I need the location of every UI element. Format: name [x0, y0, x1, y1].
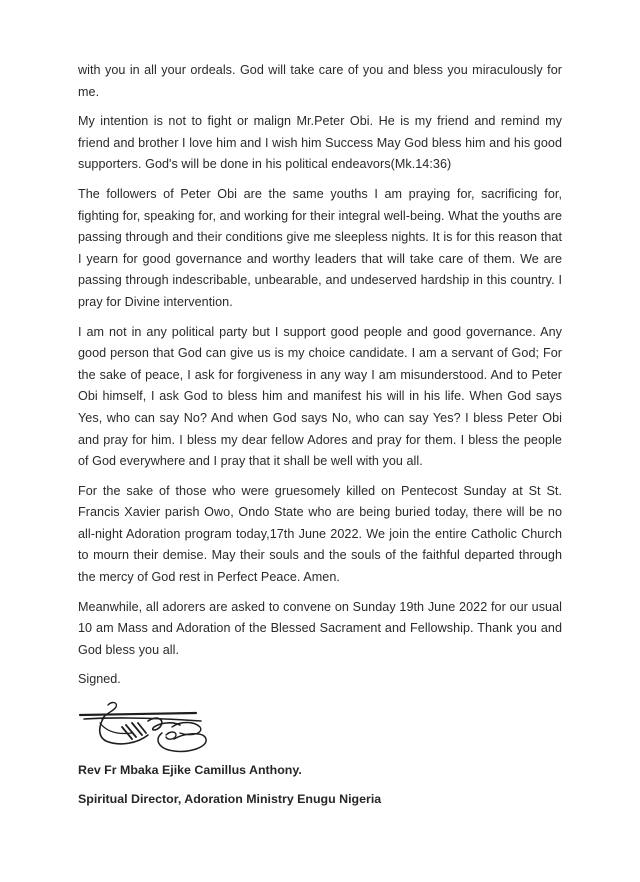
signatory-name: Rev Fr Mbaka Ejike Camillus Anthony. — [78, 763, 302, 778]
letter-page — [78, 60, 562, 808]
paragraph-meanwhile: Meanwhile, all adorers are asked to convene on Sunday 19th June 2022 for our usual 10 am Mass and Adoration of the Blessed Sacrament and Fellowship. Thank you and God bless you all. — [78, 599, 562, 657]
paragraph-ordeals: with you in all your ordeals. God will take care of you and bless you miraculously for me. — [78, 63, 562, 99]
signatory-title: Spiritual Director, Adoration Ministry Enugu Nigeria — [78, 792, 382, 807]
paragraph-followers: The followers of Peter Obi are the same youths I am praying for, sacrificing for, fighting for, speaking for, and working for their integral well-being. What the youths are passing through and their conditions give me sleepless nights. It is for this reason that I yearn for good governance and worthy leaders that will take care of them. We are passing through indescribable, unbearable, and undeserved hardship in this country. I pray for Divine intervention. — [78, 186, 562, 309]
paragraph-intention: My intention is not to fight or malign Mr.Peter Obi. He is my friend and remind my friend and brother I love him and I wish him Success May God bless him and his good supporters. God's will be done in his political endeavors(Mk.14:36) — [78, 114, 562, 172]
paragraph-owo-mourning: For the sake of those who were gruesomely killed on Pentecost Sunday at St St. Francis Xavier parish Owo, Ondo State who are being buried today, there will be no all-night Adoration program today,17th June 2022. We join the entire Catholic Church to mourn their demise. May their souls and the souls of the faithful departed through the mercy of God rest in Perfect Peace. Amen. — [78, 483, 562, 585]
paragraph-political-party: I am not in any political party but I support good people and good governance. Any good person that God can give us is my choice candidate. I am a servant of God; For the sake of peace, I ask for forgiveness in any way I am misunderstood. And to Peter Obi himself, I ask God to bless him and manifest his will in his life. When God says Yes, who can say No? And when God says No, who can say Yes? I bless Peter Obi and pray for him. I bless my dear fellow Adores and pray for them. I bless the people of God everywhere and I pray that it shall be well with you all. — [78, 324, 562, 469]
handwritten-signature-icon — [76, 697, 226, 759]
signed-label: Signed. — [78, 672, 121, 687]
